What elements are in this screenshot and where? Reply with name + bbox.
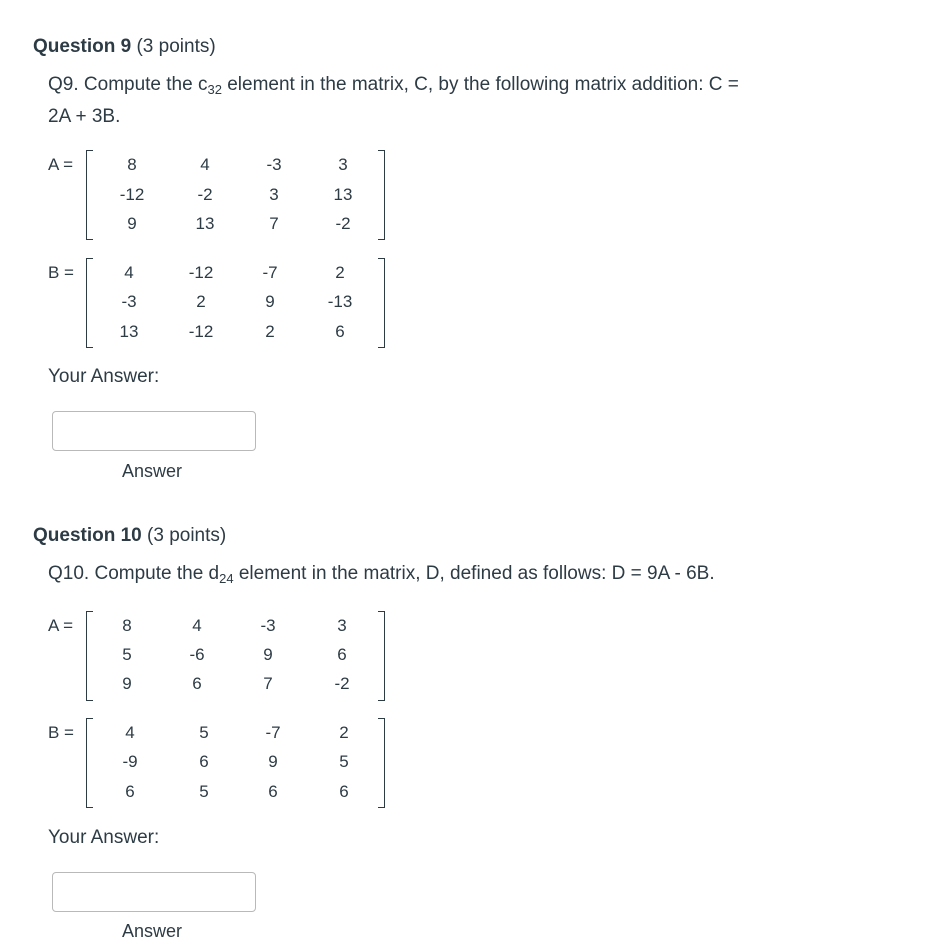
question-9-title bbox=[33, 36, 216, 58]
q9-matrix-a-label: A = bbox=[48, 155, 74, 174]
matrix-cell: 13 bbox=[333, 185, 353, 204]
matrix-cell: -9 bbox=[122, 752, 138, 771]
q10-matrix-b-right-bracket bbox=[378, 718, 385, 808]
matrix-cell: 6 bbox=[337, 645, 347, 664]
q10-matrix-a-right-bracket bbox=[378, 611, 385, 701]
matrix-cell: -12 bbox=[119, 185, 145, 204]
question-9-prompt bbox=[48, 74, 739, 97]
matrix-cell: 6 bbox=[268, 782, 278, 801]
matrix-cell: 9 bbox=[265, 292, 275, 311]
matrix-cell: -2 bbox=[197, 185, 213, 204]
matrix-cell: 6 bbox=[125, 782, 135, 801]
q9-matrix-a-right-bracket bbox=[378, 150, 385, 240]
matrix-cell: -7 bbox=[262, 263, 278, 282]
matrix-cell: -3 bbox=[266, 155, 282, 174]
matrix-cell: 7 bbox=[263, 674, 273, 693]
matrix-cell: 5 bbox=[199, 723, 209, 742]
question-10-prompt-subscript: 24 bbox=[219, 571, 234, 586]
matrix-cell: 8 bbox=[127, 155, 137, 174]
matrix-cell: 9 bbox=[122, 674, 132, 693]
matrix-cell: -3 bbox=[260, 616, 276, 635]
q10-matrix-b-left-bracket bbox=[86, 718, 93, 808]
matrix-cell: -7 bbox=[265, 723, 281, 742]
q9-answer-input[interactable] bbox=[52, 411, 256, 451]
matrix-cell: 6 bbox=[335, 322, 345, 341]
matrix-cell: 13 bbox=[119, 322, 139, 341]
q9-matrix-b-right-bracket bbox=[378, 258, 385, 348]
matrix-cell: -6 bbox=[189, 645, 205, 664]
question-10-title bbox=[33, 525, 226, 547]
matrix-cell: -13 bbox=[327, 292, 353, 311]
matrix-cell: 3 bbox=[338, 155, 348, 174]
matrix-cell: -2 bbox=[334, 674, 350, 693]
q10-your-answer-label: Your Answer: bbox=[48, 827, 160, 848]
q10-answer-caption: Answer bbox=[122, 921, 183, 941]
matrix-cell: -2 bbox=[335, 214, 351, 233]
question-10-number: Question 10 bbox=[33, 525, 142, 546]
matrix-cell: 8 bbox=[122, 616, 132, 635]
matrix-cell: 5 bbox=[122, 645, 132, 664]
matrix-cell: 7 bbox=[269, 214, 279, 233]
matrix-cell: 4 bbox=[125, 723, 135, 742]
q9-your-answer-label: Your Answer: bbox=[48, 366, 160, 387]
question-9-points: (3 points) bbox=[136, 36, 216, 57]
matrix-cell: 6 bbox=[339, 782, 349, 801]
question-9-number: Question 9 bbox=[33, 36, 132, 57]
matrix-cell: 9 bbox=[263, 645, 273, 664]
matrix-cell: 3 bbox=[337, 616, 347, 635]
question-9-prompt-start: Q9. Compute the c bbox=[48, 74, 208, 95]
q9-answer-caption: Answer bbox=[122, 461, 183, 481]
matrix-cell: 4 bbox=[192, 616, 202, 635]
matrix-cell: 9 bbox=[127, 214, 137, 233]
question-10-prompt-end: element in the matrix, D, defined as follows: D = 9A - 6B. bbox=[233, 563, 715, 584]
matrix-cell: -12 bbox=[188, 322, 214, 341]
question-9-prompt-end: element in the matrix, C, by the following matrix addition: C = bbox=[221, 74, 739, 95]
matrix-cell: 5 bbox=[339, 752, 349, 771]
matrix-cell: 9 bbox=[268, 752, 278, 771]
matrix-cell: -12 bbox=[188, 263, 214, 282]
question-10-points: (3 points) bbox=[147, 525, 227, 546]
matrix-cell: 2 bbox=[335, 263, 345, 282]
q10-answer-input[interactable] bbox=[52, 872, 256, 912]
matrix-cell: 2 bbox=[196, 292, 206, 311]
question-10-prompt-start: Q10. Compute the d bbox=[48, 563, 220, 584]
matrix-cell: -3 bbox=[121, 292, 137, 311]
question-9-prompt-line2: 2A + 3B. bbox=[48, 106, 121, 127]
q9-matrix-a-left-bracket bbox=[86, 150, 93, 240]
q10-matrix-a-left-bracket bbox=[86, 611, 93, 701]
matrix-cell: 2 bbox=[339, 723, 349, 742]
matrix-cell: 6 bbox=[192, 674, 202, 693]
matrix-cell: 2 bbox=[265, 322, 275, 341]
matrix-cell: 5 bbox=[199, 782, 209, 801]
question-9-prompt-subscript: 32 bbox=[207, 82, 222, 97]
q10-matrix-b-label: B = bbox=[48, 723, 74, 742]
question-10-prompt bbox=[48, 563, 715, 586]
matrix-cell: 3 bbox=[269, 185, 279, 204]
matrix-cell: 13 bbox=[195, 214, 215, 233]
matrix-cell: 4 bbox=[124, 263, 134, 282]
matrix-cell: 6 bbox=[199, 752, 209, 771]
q10-matrix-a-label: A = bbox=[48, 616, 74, 635]
q9-matrix-b-label: B = bbox=[48, 263, 74, 282]
q9-matrix-b-left-bracket bbox=[86, 258, 93, 348]
matrix-cell: 4 bbox=[200, 155, 210, 174]
